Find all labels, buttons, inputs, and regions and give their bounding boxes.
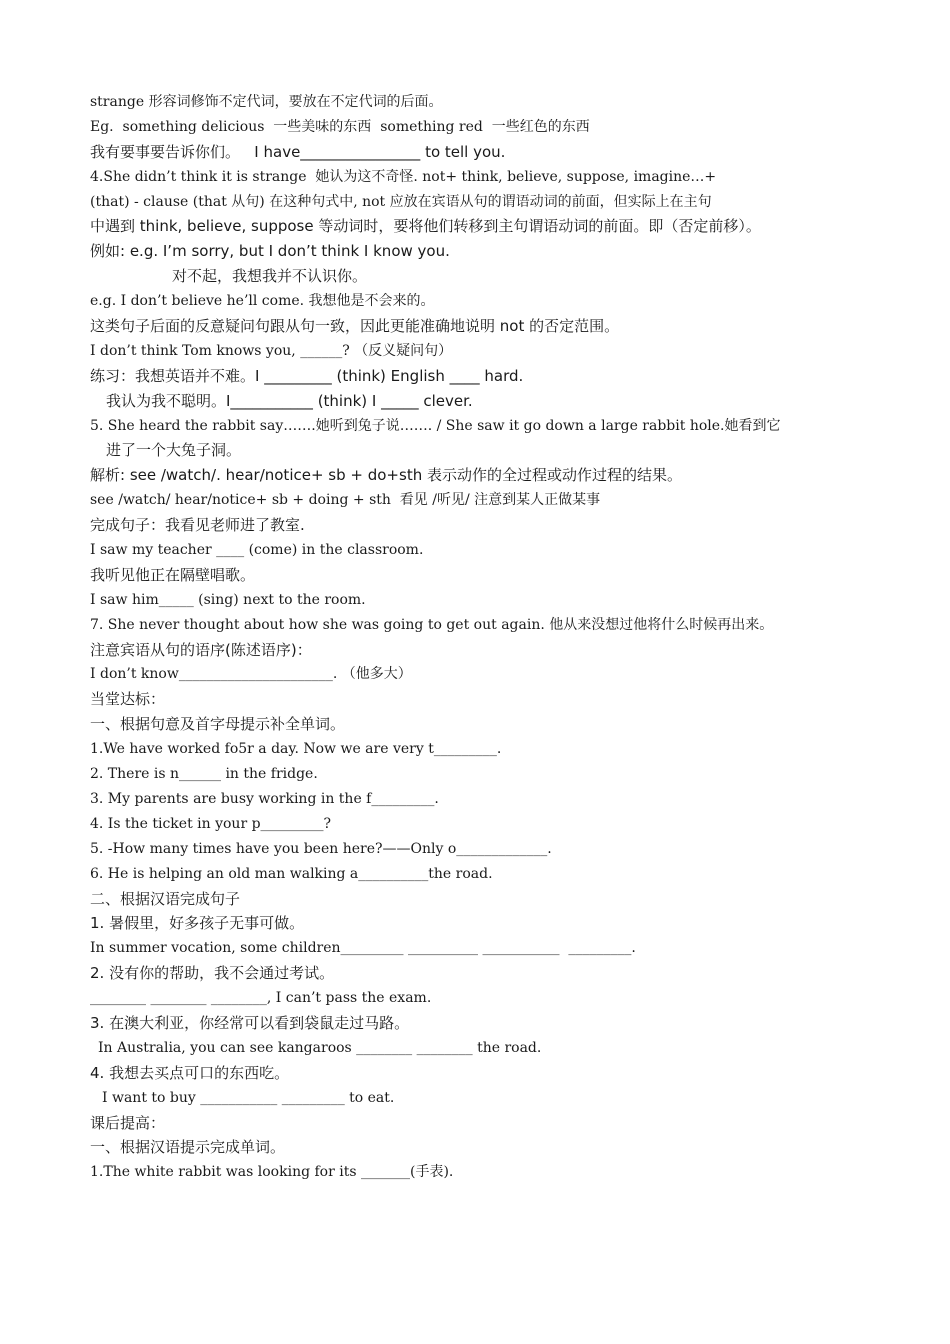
text-line-40: 4. 我想去买点可口的东西吃。 bbox=[90, 1063, 290, 1082]
text-line-12: 练习：我想英语并不难。I _________ (think) English ____ hard. bbox=[90, 366, 524, 385]
text-line-21: I saw him_____ (sing) next to the room. bbox=[90, 591, 366, 608]
text-line-5: (that) - clause (that 从句) 在这种句式中, not 应放在宾语从句的谓语动词的前面，但实际上在主句 bbox=[90, 193, 712, 210]
text-line-6: 中遇到 think, believe, suppose 等动词时，要将他们转移到主句谓语动词的前面。即（否定前移）。 bbox=[90, 217, 761, 236]
text-line-27: 1.We have worked fo5r a day. Now we are very t_________. bbox=[90, 741, 502, 758]
text-line-9: e.g. I don’t believe he’ll come. 我想他是不会来的。 bbox=[90, 293, 435, 310]
text-line-28: 2. There is n______ in the fridge. bbox=[90, 766, 318, 783]
text-line-2: Eg. something delicious 一些美味的东西 something red 一些红色的东西 bbox=[90, 118, 590, 135]
text-line-26: 一、根据句意及首字母提示补全单词。 bbox=[90, 715, 346, 734]
text-line-43: 一、根据汉语提示完成单词。 bbox=[90, 1138, 286, 1157]
text-line-13: 我认为我不聪明。I___________ (think) I _____ clever. bbox=[106, 391, 473, 410]
text-line-30: 4. Is the ticket in your p_________? bbox=[90, 815, 332, 832]
text-line-24: I don’t know______________________. （他多大） bbox=[90, 666, 412, 683]
text-line-41: I want to buy ___________ _________ to eat. bbox=[102, 1089, 395, 1106]
text-line-39: In Australia, you can see kangaroos ________ ________ the road. bbox=[98, 1039, 542, 1056]
text-line-37: ________ ________ ________, I can’t pass the exam. bbox=[90, 990, 432, 1007]
text-line-1: strange 形容词修饰不定代词，要放在不定代词的后面。 bbox=[90, 94, 443, 110]
text-line-38: 3. 在澳大利亚，你经常可以看到袋鼠走过马路。 bbox=[90, 1013, 410, 1032]
text-line-25: 当堂达标： bbox=[90, 690, 166, 709]
text-line-18: 完成句子：我看见老师进了教室. bbox=[90, 516, 305, 535]
text-line-31: 5. -How many times have you been here?——Only o_____________. bbox=[90, 840, 552, 857]
text-line-7: 例如: e.g. I’m sorry, but I don’t think I know you. bbox=[90, 242, 450, 261]
text-line-14: 5. She heard the rabbit say…….她听到兔子说……. / She saw it go down a large rabbit hole.她看到它 bbox=[90, 417, 781, 434]
text-line-16: 解析: see /watch/. hear/notice+ sb + do+sth 表示动作的全过程或动作过程的结果。 bbox=[90, 466, 682, 485]
text-line-17: see /watch/ hear/notice+ sb + doing + sth 看见 /听见/ 注意到某人正做某事 bbox=[90, 492, 601, 509]
text-line-11: I don’t think Tom knows you, ______? （反义疑问句） bbox=[90, 342, 453, 359]
text-line-35: In summer vocation, some children_________ __________ ___________ _________. bbox=[90, 940, 636, 957]
text-line-32: 6. He is helping an old man walking a__________the road. bbox=[90, 865, 493, 882]
text-line-3: 我有要事要告诉你们。 I have________________ to tell you. bbox=[90, 142, 506, 161]
text-line-23: 注意宾语从句的语序(陈述语序)： bbox=[90, 640, 312, 659]
text-line-19: I saw my teacher ____ (come) in the classroom. bbox=[90, 542, 424, 559]
text-line-20: 我听见他正在隔壁唱歌。 bbox=[90, 565, 256, 584]
text-line-29: 3. My parents are busy working in the f_________. bbox=[90, 790, 439, 807]
text-line-10: 这类句子后面的反意疑问句跟从句一致，因此更能准确地说明 not 的否定范围。 bbox=[90, 317, 620, 336]
text-line-36: 2. 没有你的帮助，我不会通过考试。 bbox=[90, 964, 335, 983]
text-line-8: 对不起，我想我并不认识你。 bbox=[172, 267, 368, 286]
text-line-34: 1. 暑假里，好多孩子无事可做。 bbox=[90, 914, 305, 933]
text-line-22: 7. She never thought about how she was going to get out again. 他从来没想过他将什么时候再出来。 bbox=[90, 616, 774, 633]
text-line-33: 二、根据汉语完成句子 bbox=[90, 889, 241, 908]
text-line-42: 课后提高： bbox=[90, 1113, 166, 1132]
text-line-15: 进了一个大兔子洞。 bbox=[106, 441, 242, 460]
text-line-44: 1.The white rabbit was looking for its _______(手表). bbox=[90, 1164, 454, 1181]
text-line-4: 4.She didn’t think it is strange 她认为这不奇怪. not+ think, believe, suppose, imagine…+ bbox=[90, 168, 717, 185]
worksheet-page bbox=[90, 90, 865, 1185]
